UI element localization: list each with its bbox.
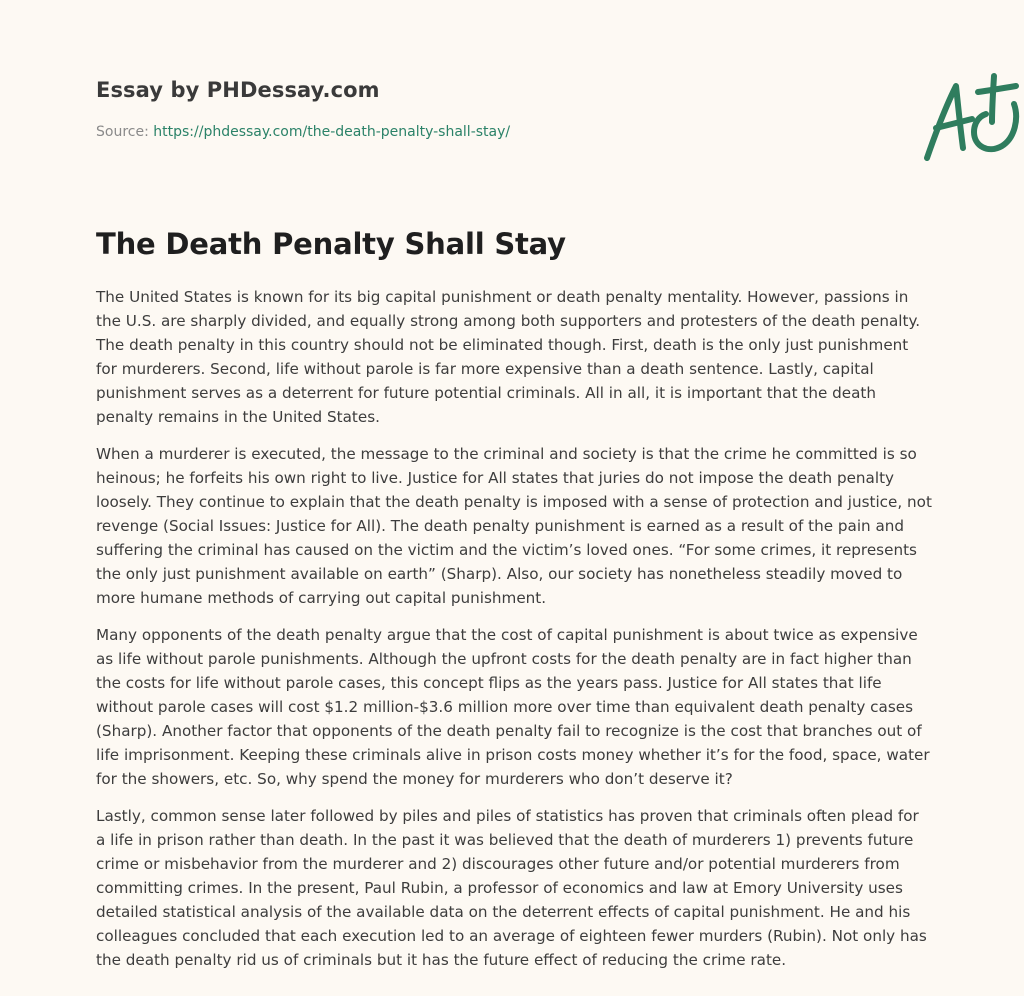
essay-paragraph: The United States is known for its big capital punishment or death penalty mentality. However, passions in the U.S. are sharply divided, and equally strong among both supporters and protesters of the death penalty. The death penalty in this country should not be eliminated though. First, death is the only just punishment for murderers. Second, life without parole is far more expensive than a death sentence. Lastly, capital punishment serves as a deterrent for future potential criminals. All in all, it is important that the death penalty remains in the United States.	[96, 288, 921, 426]
site-brand: Essay by PHDessay.com	[96, 78, 380, 102]
source-line	[96, 124, 510, 140]
essay-paragraph: Many opponents of the death penalty argue that the cost of capital punishment is about twice as expensive as life without parole punishments. Although the upfront costs for the death penalty are in fact higher than the costs for life without parole cases, this concept flips as the years pass. Justice for All states that life without parole cases will cost $1.2 million-$3.6 million more over time than equivalent death penalty cases (Sharp). Another factor that opponents of the death penalty fail to recognize is the cost that branches out of life imprisonment. Keeping these criminals alive in prison costs money whether it’s for the food, space, water for the showers, etc. So, why spend the money for murderers who don’t deserve it?	[96, 626, 930, 788]
source-label: Source:	[96, 124, 149, 140]
source-link[interactable]: https://phdessay.com/the-death-penalty-shall-stay/	[153, 124, 511, 140]
essay-title: The Death Penalty Shall Stay	[96, 227, 566, 261]
essay-body	[96, 285, 932, 985]
a-plus-logo-icon	[922, 70, 1022, 162]
essay-paragraph: Lastly, common sense later followed by piles and piles of statistics has proven that criminals often plead for a life in prison rather than death. In the past it was believed that the death of murderers 1) prevents future crime or misbehavior from the murderer and 2) discourages other future and/or potential murderers from committing crimes. In the present, Paul Rubin, a professor of economics and law at Emory University uses detailed statistical analysis of the available data on the deterrent effects of capital punishment. He and his colleagues concluded that each execution led to an average of eighteen fewer murders (Rubin). Not only has the death penalty rid us of criminals but it has the future effect of reducing the crime rate.	[96, 807, 927, 969]
essay-paragraph: When a murderer is executed, the message to the criminal and society is that the crime he committed is so heinous; he forfeits his own right to live. Justice for All states that juries do not impose the death penalty loosely. They continue to explain that the death penalty is imposed with a sense of protection and justice, not revenge (Social Issues: Justice for All). The death penalty punishment is earned as a result of the pain and suffering the criminal has caused on the victim and the victim’s loved ones. “For some crimes, it represents the only just punishment available on earth” (Sharp). Also, our society has nonetheless steadily moved to more humane methods of carrying out capital punishment.	[96, 445, 932, 607]
